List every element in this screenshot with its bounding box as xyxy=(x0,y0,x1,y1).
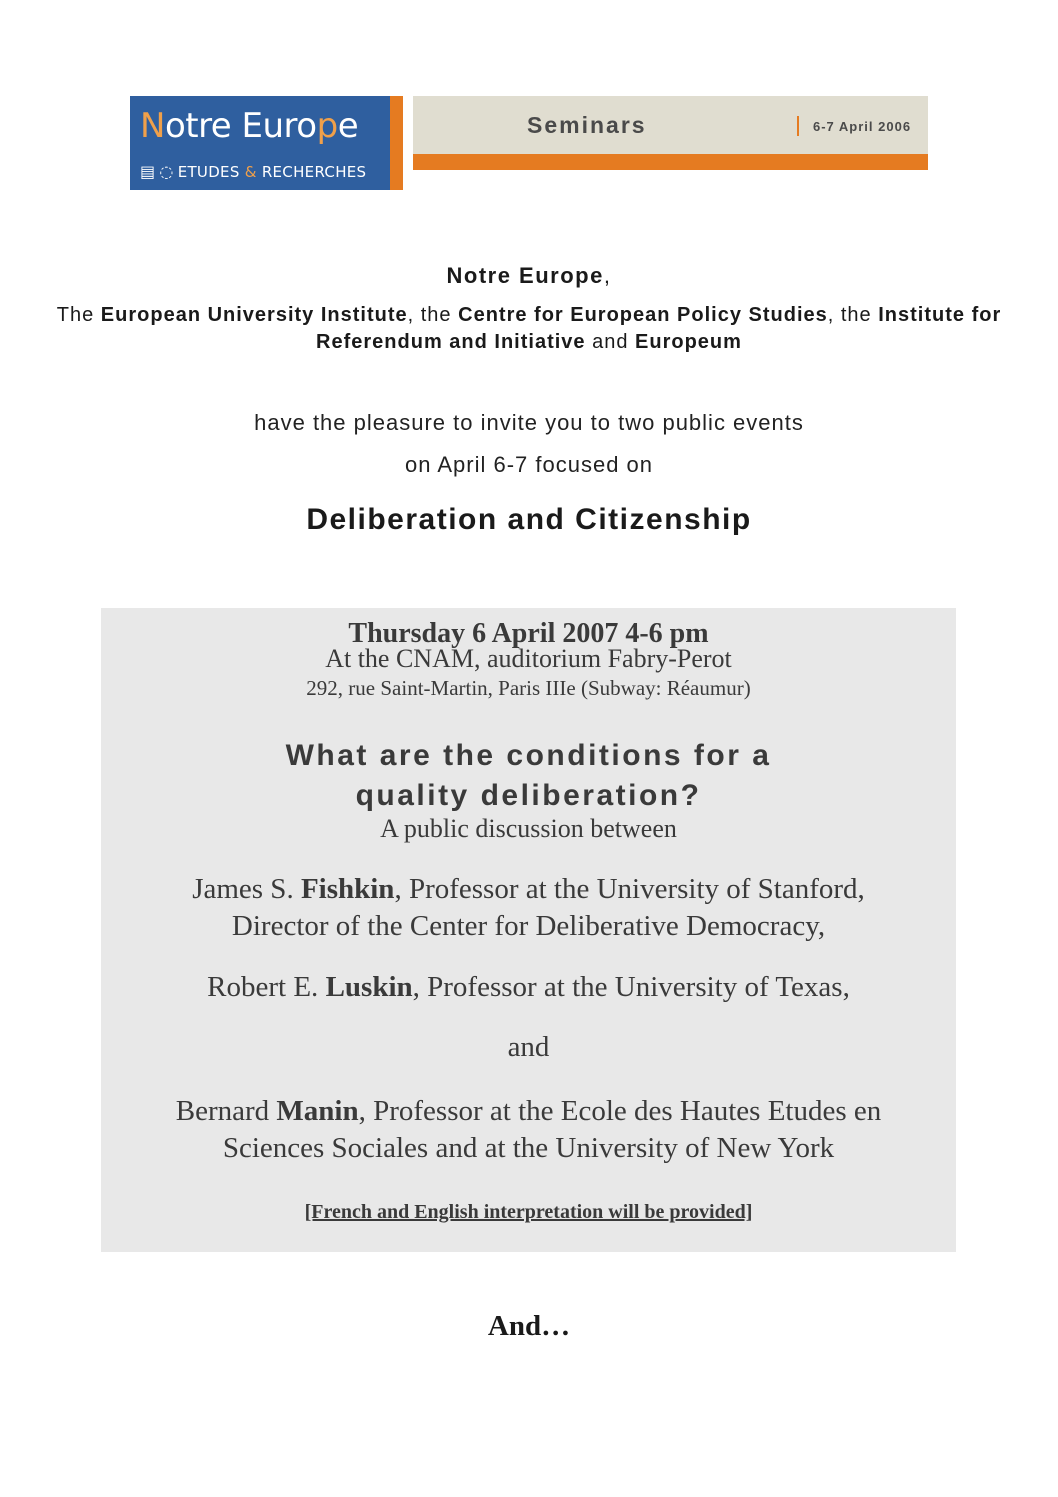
speaker-first-name: Bernard xyxy=(175,1095,277,1127)
discussion-intro: A public discussion between xyxy=(380,814,677,843)
event-headline: Deliberation and Citizenship xyxy=(306,503,752,536)
header-orange-strip xyxy=(413,154,928,170)
partners-text-4: and xyxy=(585,331,636,353)
partner-eui: European University Institute xyxy=(100,304,408,326)
speaker-manin-line-1 xyxy=(101,1093,956,1130)
speaker-first-name: James S. xyxy=(192,873,301,905)
speaker-role: , Professor at the University of Texas, xyxy=(412,971,850,1003)
closing-teaser: And… xyxy=(487,1310,571,1342)
logo-name-suffix: e xyxy=(337,106,359,146)
event-address: 292, rue Saint-Martin, Paris IIIe (Subway: Réaumur) xyxy=(306,676,751,700)
organizer-title xyxy=(0,263,1058,289)
invitation-line-2: on April 6-7 focused on xyxy=(404,452,654,477)
speaker-fishkin xyxy=(101,871,956,945)
partner-list xyxy=(0,302,1058,356)
speaker-role-continued: Sciences Sociales and at the University of New York xyxy=(222,1132,835,1164)
logo-sub-left: ETUDES xyxy=(177,163,240,181)
partner-iri: Institute for Referendum and Initiative xyxy=(316,304,1002,353)
partner-europeum: Europeum xyxy=(635,331,742,353)
logo-name-accent: p xyxy=(316,106,338,146)
organizer-comma: , xyxy=(603,263,612,288)
logo-name-n: N xyxy=(140,106,165,146)
event-details-box xyxy=(101,608,956,1252)
logo-name-mid: otre Euro xyxy=(164,106,317,146)
invitation-line-1: have the pleasure to invite you to two public events xyxy=(254,410,804,435)
speaker-conjunction: and xyxy=(507,1031,550,1063)
event-question-line-1: What are the conditions for a xyxy=(285,739,772,772)
logo-accent-bar xyxy=(390,96,403,190)
speaker-last-name: Fishkin xyxy=(300,873,395,905)
speaker-role: , Professor at the University of Stanford, xyxy=(394,873,865,905)
eu-stars-icon: ◌ xyxy=(159,162,174,181)
notre-europe-logo xyxy=(130,96,402,190)
partners-text-3: , the xyxy=(827,304,879,326)
header-date: 6-7 April 2006 xyxy=(813,119,912,134)
organizer-name: Notre Europe xyxy=(446,263,604,288)
partners-text-2: , the xyxy=(407,304,459,326)
event-date-time: Thursday 6 April 2007 4-6 pm xyxy=(348,618,709,649)
event-question-line-2: quality deliberation? xyxy=(355,779,702,812)
document-icon: ▤ xyxy=(140,162,156,181)
section-title: Seminars xyxy=(527,112,647,138)
header-band xyxy=(413,96,928,154)
event-venue: At the CNAM, auditorium Fabry-Perot xyxy=(325,644,732,673)
logo-name xyxy=(140,106,358,146)
invitation-text xyxy=(0,402,1058,486)
header-divider xyxy=(797,116,799,136)
speaker-manin xyxy=(101,1093,956,1167)
speaker-role: , Professor at the Ecole des Hautes Etudes en xyxy=(358,1095,882,1127)
event-question xyxy=(101,736,956,816)
speaker-role-continued: Director of the Center for Deliberative Democracy, xyxy=(231,910,826,942)
speaker-last-name: Manin xyxy=(276,1095,359,1127)
speaker-first-name: Robert E. xyxy=(207,971,326,1003)
speaker-luskin xyxy=(101,969,956,1006)
partner-ceps: Centre for European Policy Studies xyxy=(458,304,828,326)
logo-sub-right: RECHERCHES xyxy=(261,163,367,181)
logo-sub-amp: & xyxy=(244,163,257,181)
speaker-last-name: Luskin xyxy=(325,971,413,1003)
logo-subtitle xyxy=(140,162,366,181)
interpretation-note: [French and English interpretation will be provided] xyxy=(304,1201,753,1223)
speaker-fishkin-line-1 xyxy=(101,871,956,908)
partners-text-1: The xyxy=(56,304,101,326)
